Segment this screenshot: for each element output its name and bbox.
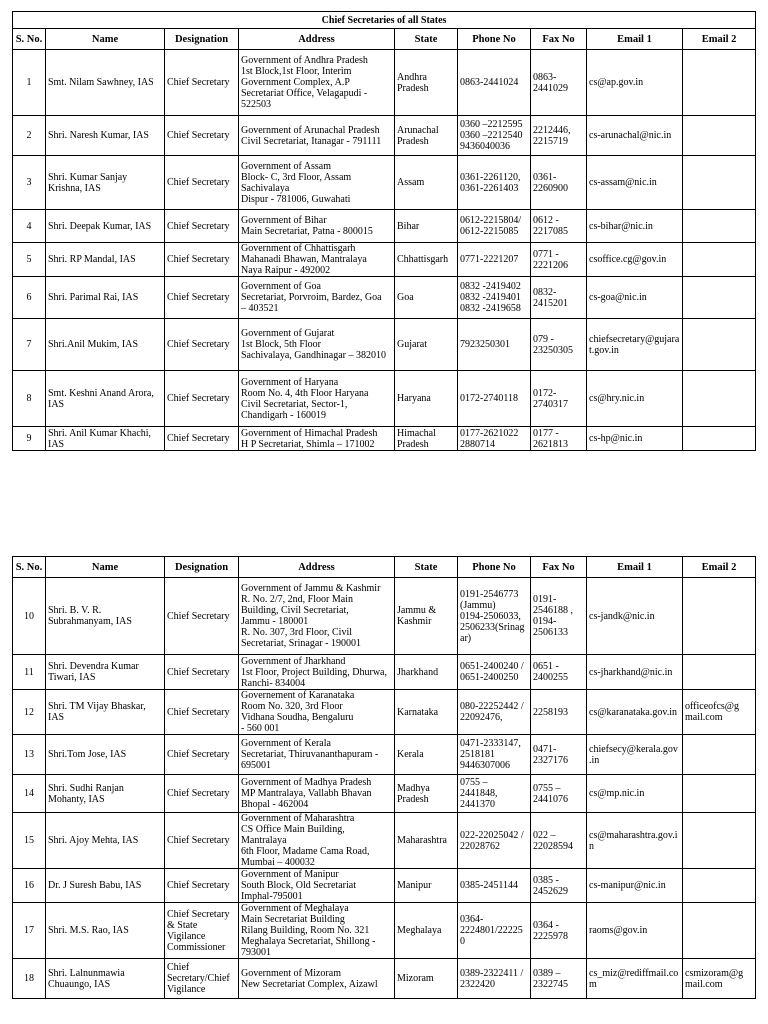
cell-address: Government of Chhattisgarh Mahanadi Bhawan, Mantralaya Naya Raipur - 492002 (239, 243, 395, 277)
cell-address: Government of Jammu & Kashmir R. No. 2/7, 2nd, Floor Main Building, Civil Secretariat, Jammu - 180001 R. No. 307, 3rd Floor, Civil Secretariat, Srinagar - 190001 (239, 578, 395, 655)
cell-designation: Chief Secretary (165, 775, 239, 813)
cell-fax: 079 - 23250305 (531, 319, 587, 371)
cell-fax: 0771 - 2221206 (531, 243, 587, 277)
cell-address: Government of Haryana Room No. 4, 4th Floor Haryana Civil Secretariat, Sector-1, Chandigarh - 160019 (239, 371, 395, 427)
cell-sno: 3 (13, 156, 46, 210)
cell-email1[interactable]: csoffice.cg@gov.in (587, 243, 683, 277)
cell-fax: 0389 – 2322745 (531, 959, 587, 999)
cell-designation: Chief Secretary/Chief Vigilance (165, 959, 239, 999)
cell-state: Gujarat (395, 319, 458, 371)
cell-email1[interactable]: cs-arunachal@nic.in (587, 116, 683, 156)
cell-address: Government of Madhya Pradesh MP Mantralaya, Vallabh Bhavan Bhopal - 462004 (239, 775, 395, 813)
cell-email1[interactable]: cs-jandk@nic.in (587, 578, 683, 655)
cell-fax: 0863- 2441029 (531, 50, 587, 116)
cell-email2[interactable] (683, 243, 756, 277)
cell-phone: 0360 –2212595 0360 –2212540 9436040036 (458, 116, 531, 156)
cell-sno: 16 (13, 869, 46, 903)
header-address: Address (239, 557, 395, 578)
table-row (13, 319, 756, 371)
cell-email1[interactable]: cs@ap.gov.in (587, 50, 683, 116)
cell-address: Government of Meghalaya Main Secretariat Building Rilang Building, Room No. 321 Meghalaya Secretariat, Shillong - 793001 (239, 903, 395, 959)
cell-address: Government of Himachal Pradesh H P Secretariat, Shimla – 171002 (239, 427, 395, 451)
header-fax: Fax No (531, 29, 587, 50)
cell-email2[interactable] (683, 156, 756, 210)
cell-email1[interactable]: cs@maharashtra.gov.i n (587, 813, 683, 869)
cell-state: Arunachal Pradesh (395, 116, 458, 156)
cell-designation: Chief Secretary (165, 869, 239, 903)
header-name: Name (46, 557, 165, 578)
cell-name: Shri. Devendra Kumar Tiwari, IAS (46, 655, 165, 690)
cell-phone: 0364- 2224801/22225 0 (458, 903, 531, 959)
cell-fax: 0832- 2415201 (531, 277, 587, 319)
cell-email1[interactable]: cs-bihar@nic.in (587, 210, 683, 243)
cell-state: Bihar (395, 210, 458, 243)
cell-phone: 0863-2441024 (458, 50, 531, 116)
cell-phone: 0172-2740118 (458, 371, 531, 427)
cell-email2[interactable] (683, 655, 756, 690)
cell-email1[interactable]: cs-manipur@nic.in (587, 869, 683, 903)
cell-sno: 1 (13, 50, 46, 116)
cell-state: Andhra Pradesh (395, 50, 458, 116)
cell-phone: 0651-2400240 / 0651-2400250 (458, 655, 531, 690)
cell-phone: 0832 -2419402 0832 -2419401 0832 -2419658 (458, 277, 531, 319)
cell-phone: 0612-2215804/ 0612-2215085 (458, 210, 531, 243)
cell-fax: 0651 - 2400255 (531, 655, 587, 690)
table-row (13, 655, 756, 690)
cell-sno: 9 (13, 427, 46, 451)
cell-address: Government of Mizoram New Secretariat Complex, Aizawl (239, 959, 395, 999)
cell-email1[interactable]: chiefsecretary@gujara t.gov.in (587, 319, 683, 371)
table-row (13, 277, 756, 319)
header-email2: Email 2 (683, 29, 756, 50)
cell-address: Government of Jharkhand 1st Floor, Project Building, Dhurwa, Ranchi- 834004 (239, 655, 395, 690)
cell-fax: 0361- 2260900 (531, 156, 587, 210)
cell-sno: 10 (13, 578, 46, 655)
cell-name: Shri. Anil Kumar Khachi, IAS (46, 427, 165, 451)
cell-email1[interactable]: chiefsecy@kerala.gov .in (587, 735, 683, 775)
cell-address: Government of Gujarat 1st Block, 5th Floor Sachivalaya, Gandhinagar – 382010 (239, 319, 395, 371)
cell-fax: 0755 – 2441076 (531, 775, 587, 813)
header-name: Name (46, 29, 165, 50)
cell-sno: 14 (13, 775, 46, 813)
cell-state: Karnataka (395, 690, 458, 735)
header-sno: S. No. (13, 29, 46, 50)
header-state: State (395, 29, 458, 50)
cell-email1[interactable]: raoms@gov.in (587, 903, 683, 959)
cell-name: Shri. Lalnunmawia Chuaungo, IAS (46, 959, 165, 999)
cell-address: Government of Andhra Pradesh 1st Block,1st Floor, Interim Government Complex, A.P Secretariat Office, Velagapudi - 522503 (239, 50, 395, 116)
cell-address: Government of Manipur South Block, Old Secretariat Imphal-795001 (239, 869, 395, 903)
cell-state: Chhattisgarh (395, 243, 458, 277)
header-phone: Phone No (458, 557, 531, 578)
cell-sno: 13 (13, 735, 46, 775)
cell-state: Mizoram (395, 959, 458, 999)
cell-name: Shri. Kumar Sanjay Krishna, IAS (46, 156, 165, 210)
cell-email2[interactable]: csmizoram@g mail.com (683, 959, 756, 999)
cell-email2[interactable] (683, 319, 756, 371)
cell-designation: Chief Secretary (165, 319, 239, 371)
table-body-page-2 (13, 578, 756, 999)
cell-designation: Chief Secretary (165, 655, 239, 690)
header-phone: Phone No (458, 29, 531, 50)
cell-sno: 7 (13, 319, 46, 371)
cell-email2[interactable] (683, 775, 756, 813)
header-email1: Email 1 (587, 29, 683, 50)
cell-fax: 0471- 2327176 (531, 735, 587, 775)
chief-secretaries-table-page-2 (12, 556, 756, 999)
cell-address: Government of Goa Secretariat, Porvroim, Bardez, Goa – 403521 (239, 277, 395, 319)
cell-address: Governement of Karanataka Room No. 320, 3rd Floor Vidhana Soudha, Bengaluru - 560 001 (239, 690, 395, 735)
cell-state: Jharkhand (395, 655, 458, 690)
cell-designation: Chief Secretary (165, 277, 239, 319)
cell-sno: 2 (13, 116, 46, 156)
table-row (13, 813, 756, 869)
table-row (13, 243, 756, 277)
cell-sno: 15 (13, 813, 46, 869)
cell-fax: 0191- 2546188 , 0194- 2506133 (531, 578, 587, 655)
cell-sno: 17 (13, 903, 46, 959)
cell-name: Smt. Keshni Anand Arora, IAS (46, 371, 165, 427)
cell-email1[interactable]: cs-assam@nic.in (587, 156, 683, 210)
table-row (13, 371, 756, 427)
cell-address: Government of Arunachal Pradesh Civil Secretariat, Itanagar - 791111 (239, 116, 395, 156)
cell-name: Dr. J Suresh Babu, IAS (46, 869, 165, 903)
cell-email2[interactable] (683, 735, 756, 775)
header-email2: Email 2 (683, 557, 756, 578)
cell-fax: 022 – 22028594 (531, 813, 587, 869)
cell-email1[interactable]: cs-jharkhand@nic.in (587, 655, 683, 690)
cell-email2[interactable]: officeofcs@g mail.com (683, 690, 756, 735)
table-row (13, 690, 756, 735)
table-title: Chief Secretaries of all States (13, 12, 756, 29)
cell-email1[interactable]: cs-hp@nic.in (587, 427, 683, 451)
cell-state: Jammu & Kashmir (395, 578, 458, 655)
cell-email2[interactable] (683, 427, 756, 451)
cell-designation: Chief Secretary (165, 371, 239, 427)
cell-fax: 0172- 2740317 (531, 371, 587, 427)
cell-email2[interactable] (683, 903, 756, 959)
cell-email2[interactable] (683, 210, 756, 243)
cell-phone: 080-22252442 / 22092476, (458, 690, 531, 735)
cell-designation: Chief Secretary (165, 156, 239, 210)
cell-sno: 8 (13, 371, 46, 427)
table-row (13, 50, 756, 116)
cell-fax: 2212446, 2215719 (531, 116, 587, 156)
cell-state: Maharashtra (395, 813, 458, 869)
cell-address: Government of Bihar Main Secretariat, Patna - 800015 (239, 210, 395, 243)
cell-name: Shri. Naresh Kumar, IAS (46, 116, 165, 156)
cell-designation: Chief Secretary (165, 50, 239, 116)
cell-name: Shri. Ajoy Mehta, IAS (46, 813, 165, 869)
cell-phone: 0385-2451144 (458, 869, 531, 903)
table-row (13, 959, 756, 999)
cell-email1[interactable]: cs@hry.nic.in (587, 371, 683, 427)
cell-email2[interactable] (683, 813, 756, 869)
table-row (13, 578, 756, 655)
cell-name: Smt. Nilam Sawhney, IAS (46, 50, 165, 116)
header-address: Address (239, 29, 395, 50)
cell-sno: 11 (13, 655, 46, 690)
cell-email2[interactable] (683, 50, 756, 116)
cell-email2[interactable] (683, 277, 756, 319)
header-email1: Email 1 (587, 557, 683, 578)
cell-state: Madhya Pradesh (395, 775, 458, 813)
cell-phone: 0361-2261120, 0361-2261403 (458, 156, 531, 210)
cell-phone: 7923250301 (458, 319, 531, 371)
cell-fax: 0612 - 2217085 (531, 210, 587, 243)
cell-sno: 5 (13, 243, 46, 277)
cell-email2[interactable] (683, 116, 756, 156)
cell-phone: 022-22025042 / 22028762 (458, 813, 531, 869)
header-row (13, 557, 756, 578)
table-body-page-1 (13, 50, 756, 451)
cell-state: Haryana (395, 371, 458, 427)
cell-designation: Chief Secretary (165, 243, 239, 277)
cell-sno: 4 (13, 210, 46, 243)
cell-designation: Chief Secretary (165, 116, 239, 156)
cell-sno: 18 (13, 959, 46, 999)
cell-state: Meghalaya (395, 903, 458, 959)
cell-name: Shri.Tom Jose, IAS (46, 735, 165, 775)
cell-fax: 0177 - 2621813 (531, 427, 587, 451)
cell-state: Goa (395, 277, 458, 319)
cell-designation: Chief Secretary & State Vigilance Commissioner (165, 903, 239, 959)
cell-name: Shri.Anil Mukim, IAS (46, 319, 165, 371)
cell-address: Government of Kerala Secretariat, Thiruvananthapuram - 695001 (239, 735, 395, 775)
cell-designation: Chief Secretary (165, 735, 239, 775)
cell-phone: 0471-2333147, 2518181 9446307006 (458, 735, 531, 775)
table-row (13, 210, 756, 243)
cell-state: Kerala (395, 735, 458, 775)
cell-address: Government of Assam Block- C, 3rd Floor, Assam Sachivalaya Dispur - 781006, Guwahati (239, 156, 395, 210)
cell-state: Himachal Pradesh (395, 427, 458, 451)
cell-sno: 12 (13, 690, 46, 735)
cell-designation: Chief Secretary (165, 813, 239, 869)
cell-phone: 0771-2221207 (458, 243, 531, 277)
cell-fax: 0385 - 2452629 (531, 869, 587, 903)
cell-email1[interactable]: cs-goa@nic.in (587, 277, 683, 319)
header-fax: Fax No (531, 557, 587, 578)
cell-state: Assam (395, 156, 458, 210)
table-row (13, 775, 756, 813)
table-row (13, 869, 756, 903)
cell-fax: 2258193 (531, 690, 587, 735)
cell-state: Manipur (395, 869, 458, 903)
cell-designation: Chief Secretary (165, 210, 239, 243)
header-sno: S. No. (13, 557, 46, 578)
cell-email2[interactable] (683, 371, 756, 427)
header-row (13, 29, 756, 50)
header-designation: Designation (165, 557, 239, 578)
cell-designation: Chief Secretary (165, 690, 239, 735)
table-row (13, 427, 756, 451)
cell-email1[interactable]: cs@karanataka.gov.in (587, 690, 683, 735)
table-row (13, 735, 756, 775)
header-designation: Designation (165, 29, 239, 50)
cell-designation: Chief Secretary (165, 427, 239, 451)
cell-name: Shri. M.S. Rao, IAS (46, 903, 165, 959)
cell-designation: Chief Secretary (165, 578, 239, 655)
cell-phone: 0755 – 2441848, 2441370 (458, 775, 531, 813)
cell-name: Shri. RP Mandal, IAS (46, 243, 165, 277)
header-state: State (395, 557, 458, 578)
cell-phone: 0177-2621022 2880714 (458, 427, 531, 451)
cell-email2[interactable] (683, 578, 756, 655)
cell-address: Government of Maharashtra CS Office Main Building, Mantralaya 6th Floor, Madame Cama Road, Mumbai – 400032 (239, 813, 395, 869)
cell-phone: 0191-2546773 (Jammu) 0194-2506033, 2506233(Srinag ar) (458, 578, 531, 655)
chief-secretaries-table-page-1 (12, 11, 756, 451)
cell-name: Shri. B. V. R. Subrahmanyam, IAS (46, 578, 165, 655)
cell-email2[interactable] (683, 869, 756, 903)
cell-name: Shri. TM Vijay Bhaskar, IAS (46, 690, 165, 735)
table-row (13, 903, 756, 959)
cell-sno: 6 (13, 277, 46, 319)
cell-email1[interactable]: cs_miz@rediffmail.co m (587, 959, 683, 999)
cell-email1[interactable]: cs@mp.nic.in (587, 775, 683, 813)
table-row (13, 116, 756, 156)
cell-phone: 0389-2322411 / 2322420 (458, 959, 531, 999)
table-row (13, 156, 756, 210)
cell-name: Shri. Parimal Rai, IAS (46, 277, 165, 319)
cell-name: Shri. Deepak Kumar, IAS (46, 210, 165, 243)
cell-fax: 0364 - 2225978 (531, 903, 587, 959)
cell-name: Shri. Sudhi Ranjan Mohanty, IAS (46, 775, 165, 813)
